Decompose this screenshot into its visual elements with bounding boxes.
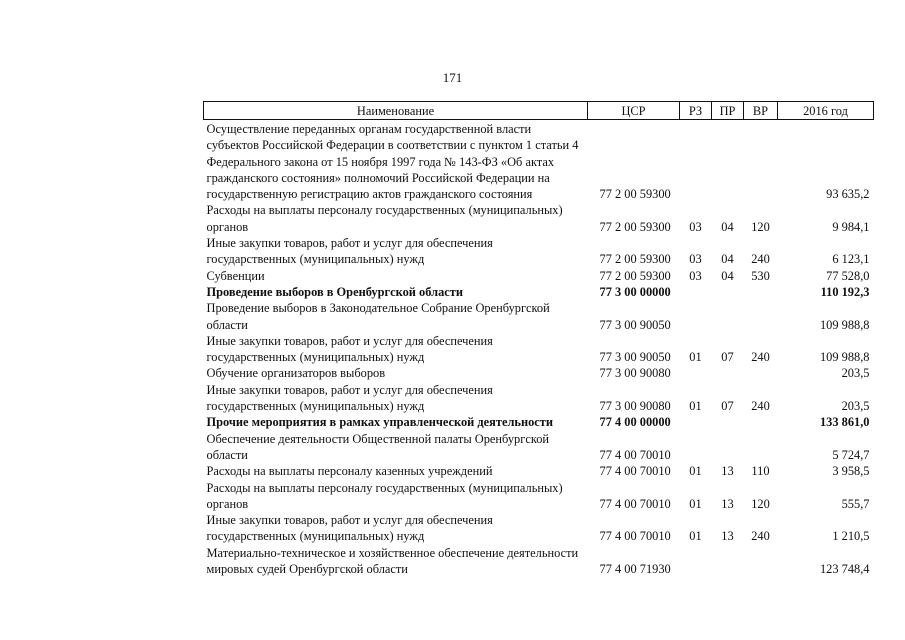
row-amount: 77 528,0 xyxy=(826,268,870,283)
table-row xyxy=(204,120,874,203)
table-row xyxy=(204,480,874,513)
row-pr xyxy=(712,300,744,333)
row-amount: 1 210,5 xyxy=(832,529,870,544)
row-pr xyxy=(712,120,744,203)
row-vr xyxy=(744,284,778,300)
row-csr: 77 2 00 59300 xyxy=(599,219,671,234)
row-name: Обучение организаторов выборов xyxy=(206,366,386,381)
table-row xyxy=(204,300,874,333)
row-rz: 01 xyxy=(689,496,702,511)
row-amount: 9 984,1 xyxy=(832,219,870,234)
row-vr xyxy=(744,545,778,578)
row-rz: 01 xyxy=(689,399,702,414)
row-pr xyxy=(712,431,744,464)
row-csr: 77 4 00 70010 xyxy=(599,496,671,511)
row-name: Расходы на выплаты персоналу государственных (муниципальных) органов xyxy=(206,480,563,511)
row-name: Иные закупки товаров, работ и услуг для обеспечения государственных (муниципальных) нужд xyxy=(206,333,493,365)
row-vr: 120 xyxy=(751,496,770,511)
header-pr: ПР xyxy=(712,102,744,120)
row-csr: 77 4 00 71930 xyxy=(599,562,671,577)
row-csr: 77 3 00 00000 xyxy=(599,284,671,299)
row-name: Прочие мероприятия в рамках управленческой деятельности xyxy=(206,415,554,430)
row-csr: 77 2 00 59300 xyxy=(599,252,671,267)
row-amount: 109 988,8 xyxy=(819,317,870,332)
row-name: Проведение выборов в Законодательное Собрание Оренбургской области xyxy=(206,301,550,332)
table-header-row xyxy=(204,102,874,120)
row-name: Осуществление переданных органам государственной власти субъектов Российской Федерации в соответствии с пунктом 1 статьи 4 Федерального закона от 15 ноября 1997 года № 143-ФЗ «Об актах гражданского состояния» полномочий Российской Федерации на государственную регистрацию актов гражданского состояния xyxy=(206,122,579,202)
header-amount: 2016 год xyxy=(778,102,874,120)
row-rz xyxy=(680,545,712,578)
row-csr: 77 3 00 90080 xyxy=(599,399,671,414)
page-number: 171 xyxy=(442,70,463,85)
row-pr: 04 xyxy=(721,268,734,283)
row-pr: 13 xyxy=(721,529,734,544)
row-amount: 555,7 xyxy=(841,496,870,511)
row-vr xyxy=(744,120,778,203)
row-rz xyxy=(680,365,712,381)
row-pr xyxy=(712,284,744,300)
row-amount: 123 748,4 xyxy=(819,562,870,577)
row-vr xyxy=(744,300,778,333)
row-pr: 13 xyxy=(721,464,734,479)
row-rz: 01 xyxy=(689,350,702,365)
row-amount: 3 958,5 xyxy=(832,464,870,479)
row-rz xyxy=(680,431,712,464)
row-amount: 203,5 xyxy=(841,399,870,414)
row-name: Расходы на выплаты персоналу государственных (муниципальных) органов xyxy=(206,203,563,234)
row-csr: 77 4 00 70010 xyxy=(599,529,671,544)
row-amount: 5 724,7 xyxy=(832,447,870,462)
row-name: Иные закупки товаров, работ и услуг для обеспечения государственных (муниципальных) нужд xyxy=(206,513,493,544)
row-vr: 240 xyxy=(751,529,770,544)
row-rz xyxy=(680,414,712,430)
row-name: Проведение выборов в Оренбургской области xyxy=(206,284,463,299)
row-vr: 240 xyxy=(751,350,770,365)
table-row xyxy=(204,545,874,578)
row-rz: 01 xyxy=(689,464,702,479)
row-name: Расходы на выплаты персоналу казенных учреждений xyxy=(206,464,493,479)
row-vr: 240 xyxy=(751,252,770,267)
header-rz: РЗ xyxy=(680,102,712,120)
table-row xyxy=(204,512,874,545)
row-amount: 93 635,2 xyxy=(826,187,870,202)
header-csr: ЦСР xyxy=(588,102,680,120)
row-vr xyxy=(744,414,778,430)
row-vr: 120 xyxy=(751,219,770,234)
row-csr: 77 2 00 59300 xyxy=(599,268,671,283)
row-pr xyxy=(712,414,744,430)
row-rz xyxy=(680,300,712,333)
row-rz: 01 xyxy=(689,529,702,544)
row-pr: 04 xyxy=(721,252,734,267)
row-csr: 77 3 00 90050 xyxy=(599,317,671,332)
row-csr: 77 4 00 00000 xyxy=(599,415,671,430)
row-rz xyxy=(680,120,712,203)
row-name: Иные закупки товаров, работ и услуг для обеспечения государственных (муниципальных) нужд xyxy=(206,382,493,414)
row-vr: 240 xyxy=(751,399,770,414)
table-row xyxy=(204,268,874,284)
table-row-section xyxy=(204,414,874,430)
row-vr: 530 xyxy=(751,268,770,283)
row-pr: 13 xyxy=(721,496,734,511)
row-csr: 77 2 00 59300 xyxy=(599,187,671,202)
row-csr: 77 3 00 90080 xyxy=(599,366,671,381)
row-rz xyxy=(680,284,712,300)
row-pr xyxy=(712,545,744,578)
row-amount: 110 192,3 xyxy=(820,284,870,299)
row-amount: 203,5 xyxy=(841,366,870,381)
row-rz: 03 xyxy=(689,268,702,283)
row-csr: 77 4 00 70010 xyxy=(599,464,671,479)
table-row-section xyxy=(204,284,874,300)
table-row xyxy=(204,365,874,381)
row-csr: 77 4 00 70010 xyxy=(599,447,671,462)
table-row xyxy=(204,333,874,366)
header-vr: ВР xyxy=(744,102,778,120)
row-name: Обеспечение деятельности Общественной палаты Оренбургской области xyxy=(206,431,550,462)
row-vr xyxy=(744,365,778,381)
row-amount: 109 988,8 xyxy=(819,350,870,365)
table-row xyxy=(204,202,874,235)
row-vr xyxy=(744,431,778,464)
row-csr: 77 3 00 90050 xyxy=(599,350,671,365)
table-row xyxy=(204,431,874,464)
row-pr: 07 xyxy=(721,399,734,414)
table-row xyxy=(204,382,874,415)
budget-table xyxy=(203,101,874,577)
row-name: Иные закупки товаров, работ и услуг для обеспечения государственных (муниципальных) нужд xyxy=(206,236,493,267)
header-name: Наименование xyxy=(204,102,588,120)
row-vr: 110 xyxy=(751,464,770,479)
row-name: Субвенции xyxy=(206,268,265,283)
table-row xyxy=(204,463,874,479)
row-rz: 03 xyxy=(689,252,702,267)
row-pr: 07 xyxy=(721,350,734,365)
row-rz: 03 xyxy=(689,219,702,234)
table-row xyxy=(204,235,874,268)
row-pr xyxy=(712,365,744,381)
row-pr: 04 xyxy=(721,219,734,234)
row-name: Материально-техническое и хозяйственное обеспечение деятельности мировых судей Оренбургской области xyxy=(206,545,579,577)
row-amount: 6 123,1 xyxy=(832,252,870,267)
row-amount: 133 861,0 xyxy=(819,415,870,430)
